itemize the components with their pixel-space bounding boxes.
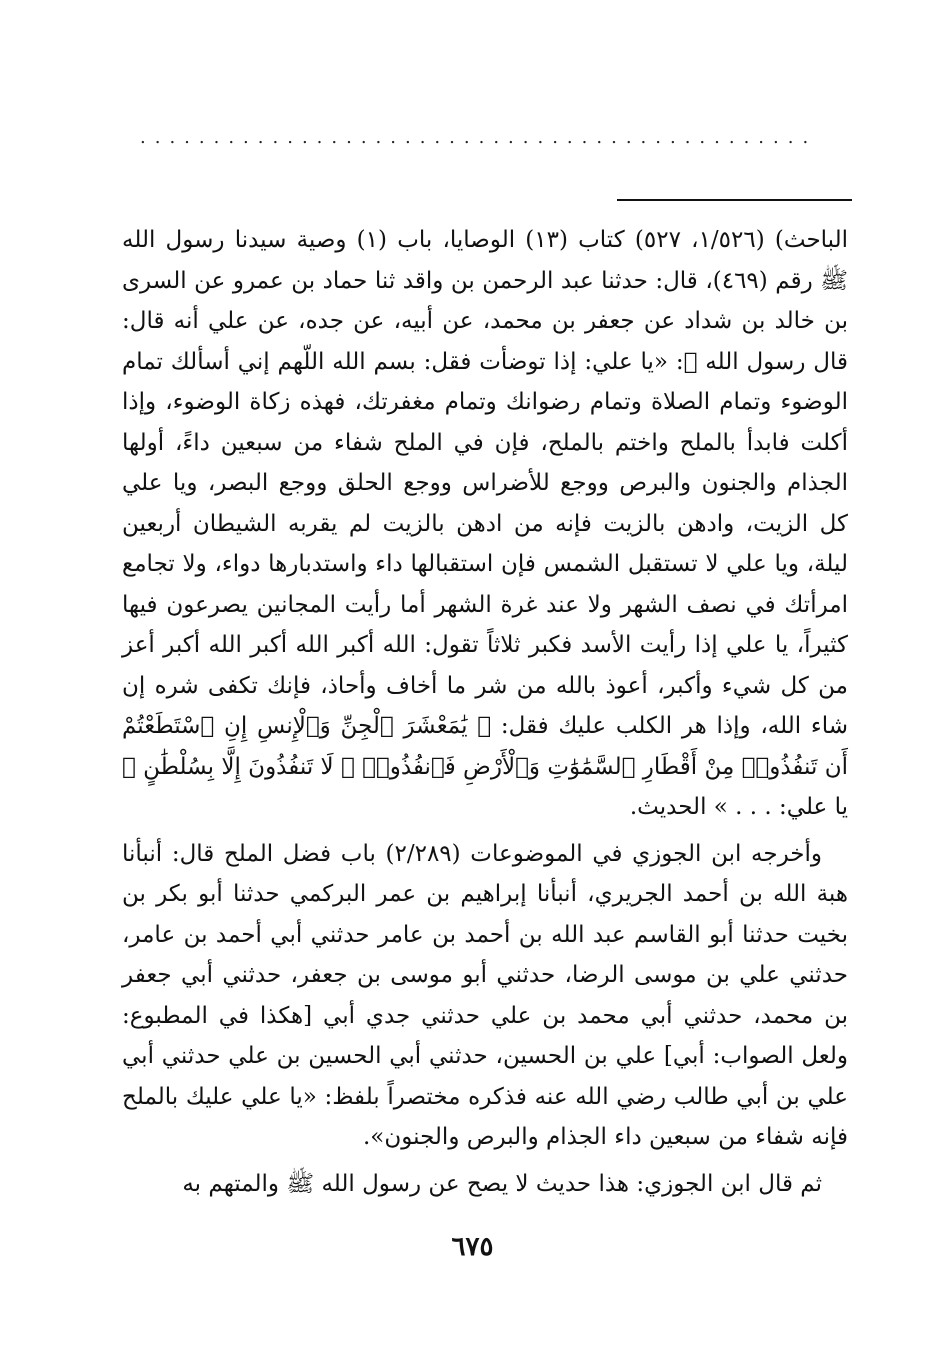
paragraph: ثم قال ابن الجوزي: هذا حديث لا يصح عن رسول الله ﷺ والمتهم به xyxy=(182,1170,822,1197)
footnote-rule xyxy=(617,199,852,201)
footnote-text xyxy=(122,220,848,1210)
separator-dots: .............................................. xyxy=(140,128,818,148)
page-number: ٦٧٥ xyxy=(451,1232,494,1262)
paragraph: الباحث) (١/٥٢٦، ٥٢٧) كتاب (١٣) الوصايا، باب (١) وصية سيدنا رسول الله ﷺ رقم (٤٦٩)، قال: حدثنا عبد الرحمن بن واقد ثنا حماد بن عمرو عن السرى بن خالد بن شداد عن جعفر بن محمد، عن أبيه، عن جده، عن علي أنه قال: قال رسول الله ﷺ: «يا علي: إذا توضأت فقل: بسم الله اللّهم إني أسألك تمام الوضوء وتمام الصلاة وتمام رضوانك وتمام مغفرتك، فهذه زكاة الوضوء، وإذا أكلت فابدأ بالملح واختم بالملح، فإن في الملح شفاء من سبعين داءً، أولها الجذام والجنون والبرص ووجع للأضراس ووجع الحلق ووجع البصر، ويا علي كل الزيت، وادهن بالزيت فإنه من ادهن بالزيت لم يقربه الشيطان أربعين ليلة، ويا علي لا تستقبل الشمس فإن استقبالها داء واستدبارها دواء، ولا تجامع امرأتك في نصف الشهر ولا عند غرة الشهر أما رأيت المجانين يصرعون فيها كثيراً، يا علي إذا رأيت الأسد فكبر ثلاثاً تقول: الله أكبر الله أكبر الله أكبر أعز من كل شيء وأكبر، أعوذ بالله من شر ما أخاف وأحاذ، فإنك تكفى شره إن شاء الله، وإذا هر الكلب عليك فقل: ﴿ يَٰمَعْشَرَ ٱلْجِنِّ وَٱلْإِنسِ إِنِ ٱسْتَطَعْتُمْ أَن تَنفُذُوا۟ مِنْ أَقْطَارِ ٱلسَّمَٰوَٰتِ وَٱلْأَرْضِ فَٱنفُذُوا۟ ۚ لَا تَنفُذُونَ إِلَّا بِسُلْطَٰنٍ ﴾ يا علي: . . . » الحديث. xyxy=(122,227,849,820)
paragraph: وأخرجه ابن الجوزي في الموضوعات (٢/٢٨٩) باب فضل الملح قال: أنبأنا هبة الله بن أحمد الجريري، أنبأنا إبراهيم بن عمر البركمي حدثنا أبو بكر بن بخيت حدثنا أبو القاسم عبد الله بن أحمد بن عامر حدثني أبي أحمد بن عامر، حدثني علي بن موسى الرضا، حدثني أبو موسى بن جعفر، حدثني أبي جعفر بن محمد، حدثني أبي محمد بن علي حدثني جدي أبي [هكذا في المطبوع: ولعل الصواب: أبي] علي بن الحسين، حدثني أبي الحسين بن علي حدثني أبي علي بن أبي طالب رضي الله عنه فذكره مختصراً بلفظ: «يا علي عليك بالملح فإنه شفاء من سبعين داء الجذام والبرص والجنون». xyxy=(122,840,848,1150)
